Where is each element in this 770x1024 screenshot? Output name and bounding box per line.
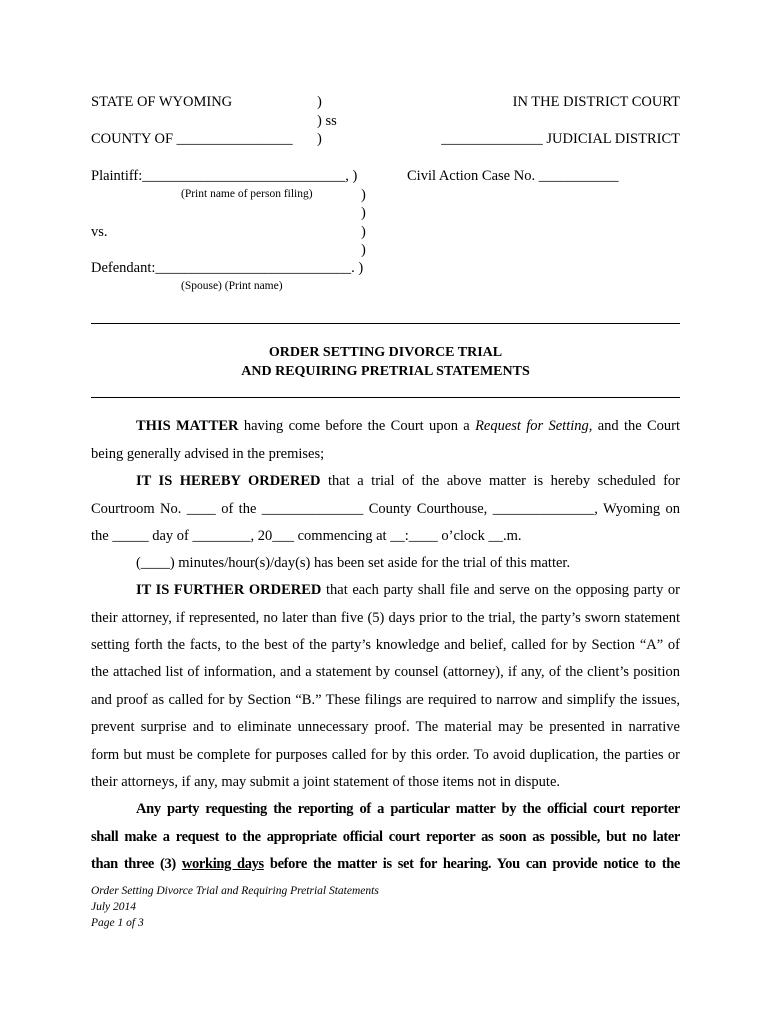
body-line: their attorneys, if any, may submit a joint statement of those items not in dispute. [91,774,561,790]
plaintiff-line: Plaintiff:____________________________, ) [91,168,358,184]
state-label: STATE OF WYOMING [91,94,233,110]
body-line: prevent surprise and to eliminate unnecessary proof. The material may be presented in narrative [91,719,680,735]
body-line: the attached list of information, and a statement by counsel (attorney), if any, of the client’s position [91,664,680,680]
caption-paren: ) [317,131,322,147]
plaintiff-note: (Print name of person filing) [181,188,313,200]
footer-title: Order Setting Divorce Trial and Requiring Pretrial Statements [91,885,379,897]
body-line: shall make a request to the appropriate official court reporter as soon as possible, but no later [91,829,680,845]
judicial-district-label: ______________ JUDICIAL DISTRICT [441,131,680,147]
civil-action-label: Civil Action Case No. ___________ [407,168,619,184]
footer-page-number: Page 1 of 3 [91,917,144,929]
body-text: , and the Court [588,418,681,434]
body-line: and proof as called for by Section “B.” These filings are required to narrow and simplify the issues, [91,692,680,708]
body-line: form but must be complete for purposes called for by this order. To avoid duplication, the parties or [91,747,680,763]
document-title-line2: AND REQUIRING PRETRIAL STATEMENTS [241,364,530,379]
title-top-rule [91,323,680,324]
body-line [91,418,680,435]
body-text: that each party shall file and serve on the opposing party or [321,582,680,598]
caption-paren: ) [361,224,366,240]
footer-date: July 2014 [91,901,137,913]
body-line: Any party requesting the reporting of a particular matter by the official court reporter [136,801,680,817]
working-days-text: working days [181,856,264,872]
body-line [91,856,680,873]
document-title-line1: ORDER SETTING DIVORCE TRIAL [268,345,503,360]
body-line: setting forth the facts, to the best of the party’s knowledge and belief, called for by Section “A” of [91,637,680,653]
caption-paren: ) [361,187,366,203]
body-line: being generally advised in the premises; [91,446,325,462]
this-matter-text: THIS MATTER [136,418,239,434]
defendant-line: Defendant:___________________________. ) [91,260,364,276]
further-ordered-text: IT IS FURTHER ORDERED [136,582,322,598]
county-label: COUNTY OF ________________ [91,131,293,147]
caption-paren: ) [361,242,366,258]
body-line: Courtroom No. ____ of the ______________ County Courthouse, ______________, Wyoming on [91,501,680,517]
body-line [91,582,680,599]
defendant-note: (Spouse) (Print name) [181,280,283,292]
body-line: the _____ day of ________, 20___ commencing at __:____ o’clock __.m. [91,528,522,544]
body-line: their attorney, if represented, no later than five (5) days prior to the trial, the party’s sworn statement [91,610,680,626]
body-text: having come before the Court upon a [238,418,476,434]
body-text: that a trial of the above matter is hereby scheduled for [320,473,680,489]
body-text: than three (3) [91,856,182,872]
vs-label: vs. [91,224,108,240]
caption-paren: ) [361,205,366,221]
body-line: (____) minutes/hour(s)/day(s) has been set aside for the trial of this matter. [136,555,571,571]
body-text: before the matter is set for hearing. You can provide notice to the [263,856,680,872]
ss-label: ) ss [317,113,337,129]
body-line [91,473,680,490]
request-for-setting-text: Request for Setting [475,418,589,434]
hereby-ordered-text: IT IS HEREBY ORDERED [136,473,321,489]
title-bottom-rule [91,397,680,398]
caption-paren: ) [317,94,322,110]
court-label: IN THE DISTRICT COURT [512,94,680,110]
